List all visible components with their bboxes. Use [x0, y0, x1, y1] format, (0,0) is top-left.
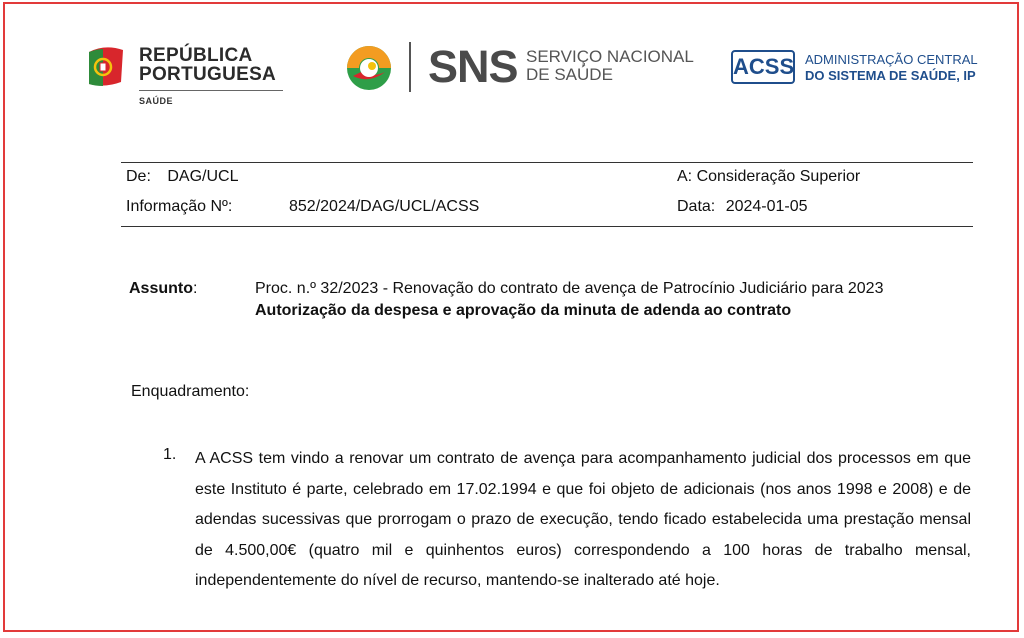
acss-logo-box: ACSS [731, 50, 795, 84]
from-label: De: [126, 168, 151, 185]
sns-line2: DE SAÚDE [526, 65, 613, 84]
to-value: Consideração Superior [696, 168, 861, 185]
date-field [677, 198, 808, 216]
subject-line-2: Autorização da despesa e aprovação da minuta de adenda ao contrato [255, 302, 792, 319]
from-value: DAG/UCL [167, 168, 239, 185]
sns-swirl-icon [339, 42, 399, 94]
to-label: A: [677, 168, 693, 185]
acss-line2: DO SISTEMA DE SAÚDE, IP [805, 68, 976, 83]
sns-separator [409, 42, 411, 92]
republica-logo-text [139, 46, 276, 84]
republica-sub-label: SAÚDE [139, 96, 174, 106]
paragraph-text: A ACSS tem vindo a renovar um contrato de avença para acompanhamento judicial dos processos em que este Instituto é parte, celebrado em 17.02.1994 e que foi objeto de adicionais (nos anos 1998 e 2008) e de adendas sucessivas que prorrogam o prazo de execução, tendo ficado estabelecida uma prestação mensal de 4.500,00€ (quatro mil e quinhentos euros) correspondendo a 100 horas de trabalho mensal, independentemente do nível de recurso, mantendo-se inalterado até hoje. [195, 450, 971, 589]
acss-full-name [805, 52, 978, 84]
date-value: 2024-01-05 [725, 198, 808, 215]
header-top-rule [121, 162, 973, 163]
to-field [677, 168, 860, 186]
acss-line1: ADMINISTRAÇÃO CENTRAL [805, 52, 978, 67]
info-number-label: Informação Nº: [126, 198, 233, 215]
republica-line2: PORTUGUESA [139, 64, 277, 85]
sns-logo-text: SNS [428, 41, 518, 92]
header-bottom-rule [121, 226, 973, 227]
paragraph-number: 1. [163, 446, 177, 463]
document-frame [3, 2, 1019, 632]
date-label: Data: [677, 198, 716, 215]
sns-line1: SERVIÇO NACIONAL [526, 47, 694, 66]
logo-divider [139, 90, 283, 91]
republica-line1: REPÚBLICA [139, 45, 253, 66]
subject-label: Assunto: [129, 280, 198, 297]
info-number-value: 852/2024/DAG/UCL/ACSS [289, 198, 480, 215]
from-field [126, 168, 238, 186]
section-title: Enquadramento: [131, 383, 250, 400]
subject-line-1: Proc. n.º 32/2023 - Renovação do contrato de avença de Patrocínio Judiciário para 2023 [255, 280, 884, 297]
sns-full-name [526, 48, 694, 84]
portuguese-flag-icon [85, 44, 127, 90]
